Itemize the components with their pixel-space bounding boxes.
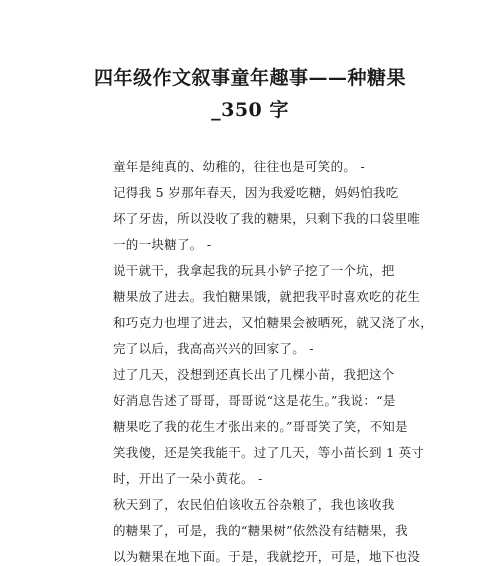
paragraph-line: 秋天到了，农民伯伯该收五谷杂粮了，我也该收我 — [113, 497, 395, 512]
paragraph-3 — [88, 258, 434, 362]
paragraph-line: 完了以后，我高高兴兴的回家了。 - — [113, 341, 314, 356]
paragraph-line: 一的一块糖了。 - — [113, 237, 212, 252]
document-body — [88, 154, 434, 566]
paragraph-2 — [88, 180, 426, 258]
document-title — [40, 62, 460, 126]
paragraph-line: 记得我 5 岁那年春天，因为我爱吃糖，妈妈怕我吃 — [113, 185, 399, 200]
paragraph-line: 的糖果了，可是，我的“糖果树”依然没有结糖果，我 — [113, 523, 408, 538]
title-line-1: 四年级作文叙事童年趣事——种糖果 — [93, 67, 406, 89]
paragraph-line: 糖果吃了我的花生才张出来的。”哥哥笑了笑，不知是 — [113, 419, 408, 434]
paragraph-line: 以为糖果在地下面。于是，我就挖开，可是，地下也没 — [113, 549, 421, 564]
title-line-2: _350 字 — [211, 99, 289, 121]
paragraph-5 — [88, 492, 426, 566]
paragraph-line: 时，开出了一朵小黄花。 - — [113, 471, 263, 486]
paragraph-line: 和巧克力也埋了进去，又怕糖果会被晒死，就又浇了水， — [113, 315, 434, 330]
paragraph-line: 笑我傻，还是笑我能干。过了几天，等小苗长到 1 英寸 — [113, 445, 425, 460]
paragraph-1 — [88, 154, 426, 180]
paragraph-4 — [88, 362, 426, 492]
paragraph-line: 过了几天，没想到还真长出了几棵小苗，我把这个 — [113, 367, 395, 382]
paragraph-line: 糖果放了进去。我怕糖果饿，就把我平时喜欢吃的花生 — [113, 289, 421, 304]
paragraph-line: 坏了牙齿，所以没收了我的糖果，只剩下我的口袋里唯 — [113, 211, 421, 226]
paragraph-line: 说干就干，我拿起我的玩具小铲子挖了一个坑，把 — [113, 263, 395, 278]
paragraph-line: 好消息告述了哥哥，哥哥说“这是花生。”我说：“是 — [113, 393, 396, 408]
paragraph-line: 童年是纯真的、幼稚的，往往也是可笑的。 - — [113, 159, 365, 174]
